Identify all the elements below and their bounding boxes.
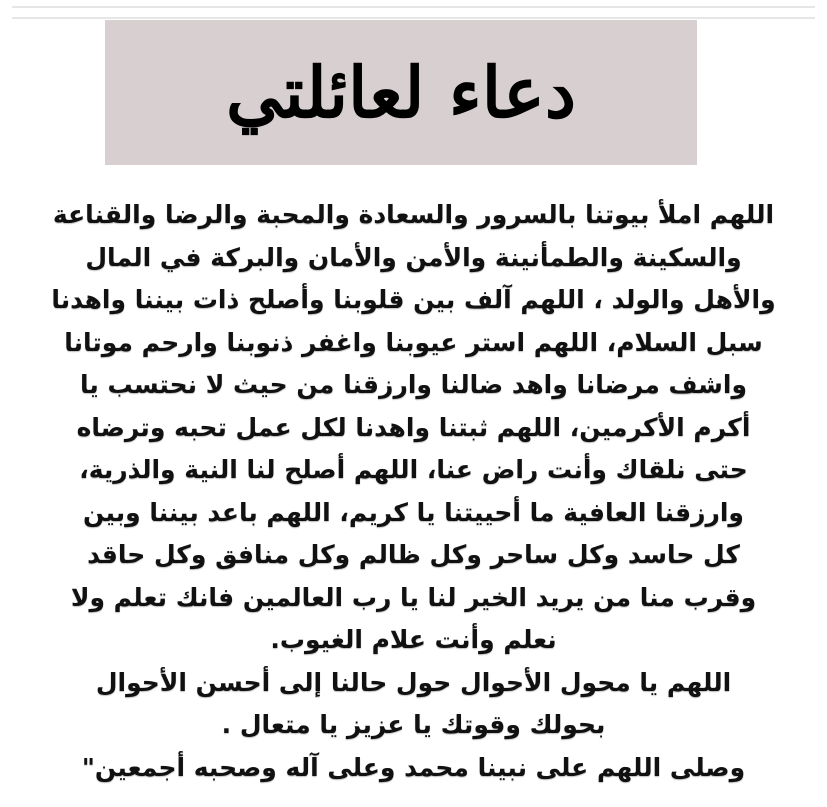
text-line: وقرب منا من يريد الخير لنا يا رب العالمين فانك تعلم ولا xyxy=(70,582,757,612)
page-title: دعاء لعائلتي xyxy=(225,50,577,134)
top-divider-2 xyxy=(12,17,815,19)
text-line: والأهل والولد ، اللهم آلف بين قلوبنا وأصلح ذات بيننا واهدنا xyxy=(51,285,776,314)
text-line: حتى نلقاك وأنت راض عنا، اللهم أصلح لنا النية والذرية، xyxy=(79,455,748,484)
prayer-text xyxy=(30,194,797,789)
text-line: وارزقنا العافية ما أحييتنا يا كريم، اللهم باعد بيننا وبين xyxy=(83,497,744,527)
top-divider xyxy=(12,6,815,8)
text-line: بحولك وقوتك يا عزيز يا متعال . xyxy=(221,710,606,739)
text-line: واشف مرضانا واهد ضالنا وارزقنا من حيث لا نحتسب يا xyxy=(80,370,747,399)
text-line: أكرم الأكرمين، اللهم ثبتنا واهدنا لكل عمل تحبه وترضاه xyxy=(76,412,751,442)
text-line: وصلى اللهم على نبينا محمد وعلى آله وصحبه أجمعين" xyxy=(81,752,746,782)
text-line: كل حاسد وكل ساحر وكل ظالم وكل منافق وكل حاقد xyxy=(87,540,740,569)
text-line: والسكينة والطمأنينة والأمن والأمان والبركة في المال xyxy=(85,242,742,272)
title-banner xyxy=(105,20,697,165)
text-line: سبل السلام، اللهم استر عيوبنا واغفر ذنوبنا وارحم موتانا xyxy=(64,327,763,357)
text-line: نعلم وأنت علام الغيوب. xyxy=(270,625,557,654)
text-line: اللهم املأ بيوتنا بالسرور والسعادة والمحبة والرضا والقناعة xyxy=(52,200,775,229)
text-line: اللهم يا محول الأحوال حول حالنا إلى أحسن الأحوال xyxy=(95,667,732,697)
